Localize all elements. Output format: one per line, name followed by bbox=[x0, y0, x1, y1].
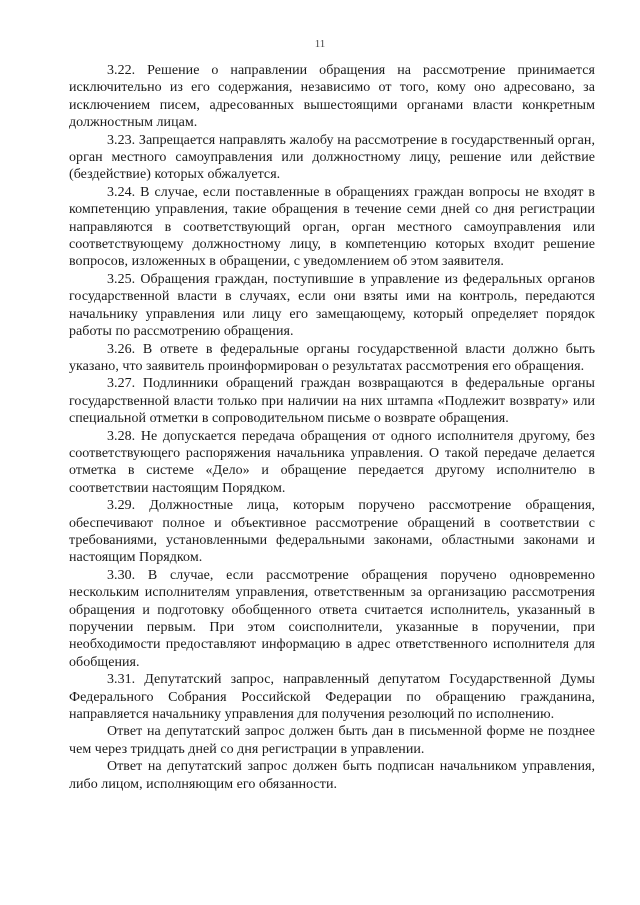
paragraph-3-24: 3.24. В случае, если поставленные в обращениях граждан вопросы не входят в компетенцию управления, такие обращения в течение семи дней со дня регистрации направляются в соответствующий орган, орган местного самоуправления или соответствующему должностному лицу, в компетенцию которых входит решение вопросов, изложенных в обращении, с уведомлением об этом заявителя. bbox=[69, 184, 595, 270]
paragraph-response-deadline: Ответ на депутатский запрос должен быть дан в письменной форме не позднее чем через тридцать дней со дня регистрации в управлении. bbox=[69, 724, 595, 757]
paragraph-3-22: 3.22. Решение о направлении обращения на рассмотрение принимается исключительно из его содержания, независимо от того, кому оно адресовано, за исключением писем, адресованных вышестоящими органами власти конкретным должностным лицам. bbox=[69, 63, 595, 131]
paragraph-3-27: 3.27. Подлинники обращений граждан возвращаются в федеральные органы государственной власти только при наличии на них штампа «Подлежит возврату» или специальной отметки в сопроводительном письме о возврате обращения. bbox=[69, 376, 595, 427]
paragraph-3-28: 3.28. Не допускается передача обращения от одного исполнителя другому, без соответствующего распоряжения начальника управления. О такой передаче делается отметка в системе «Дело» и обращение передается другому исполнителю в соответствии настоящим Порядком. bbox=[69, 428, 595, 496]
paragraph-3-31: 3.31. Депутатский запрос, направленный депутатом Государственной Думы Федерального Собрания Российской Федерации по обращению гражданина, направляется начальнику управления для получения резолюций по исполнению. bbox=[69, 672, 595, 723]
paragraph-3-23: 3.23. Запрещается направлять жалобу на рассмотрение в государственный орган, орган местного самоуправления или должностному лицу, решение или действие (бездействие) которых обжалуется. bbox=[69, 132, 595, 183]
page-body bbox=[69, 62, 595, 793]
paragraph-3-25: 3.25. Обращения граждан, поступившие в управление из федеральных органов государственной власти в случаях, если они взяты ими на контроль, передаются начальнику управления или лицу его замещающему, который определяет порядок работы по рассмотрению обращения. bbox=[69, 271, 595, 340]
paragraph-3-29: 3.29. Должностные лица, которым поручено рассмотрение обращения, обеспечивают полное и объективное рассмотрение обращений в соответствии с требованиями, установленными федеральными законами, областными законами и настоящим Порядком. bbox=[69, 498, 595, 566]
paragraph-3-26: 3.26. В ответе в федеральные органы государственной власти должно быть указано, что заявитель проинформирован о результатах рассмотрения его обращения. bbox=[69, 341, 595, 374]
page-number: 11 bbox=[314, 38, 326, 50]
paragraph-3-30: 3.30. В случае, если рассмотрение обращения поручено одновременно нескольким исполнителям управления, ответственным за организацию рассмотрения обращения и подготовку обобщенного ответа считается исполнитель, указанный в поручении первым. При этом соисполнители, указанные в поручении, при необходимости предоставляют информацию в адрес ответственного исполнителя для обобщения. bbox=[69, 567, 595, 670]
paragraph-response-signature: Ответ на депутатский запрос должен быть подписан начальником управления, либо лицом, исполняющим его обязанности. bbox=[69, 759, 595, 792]
